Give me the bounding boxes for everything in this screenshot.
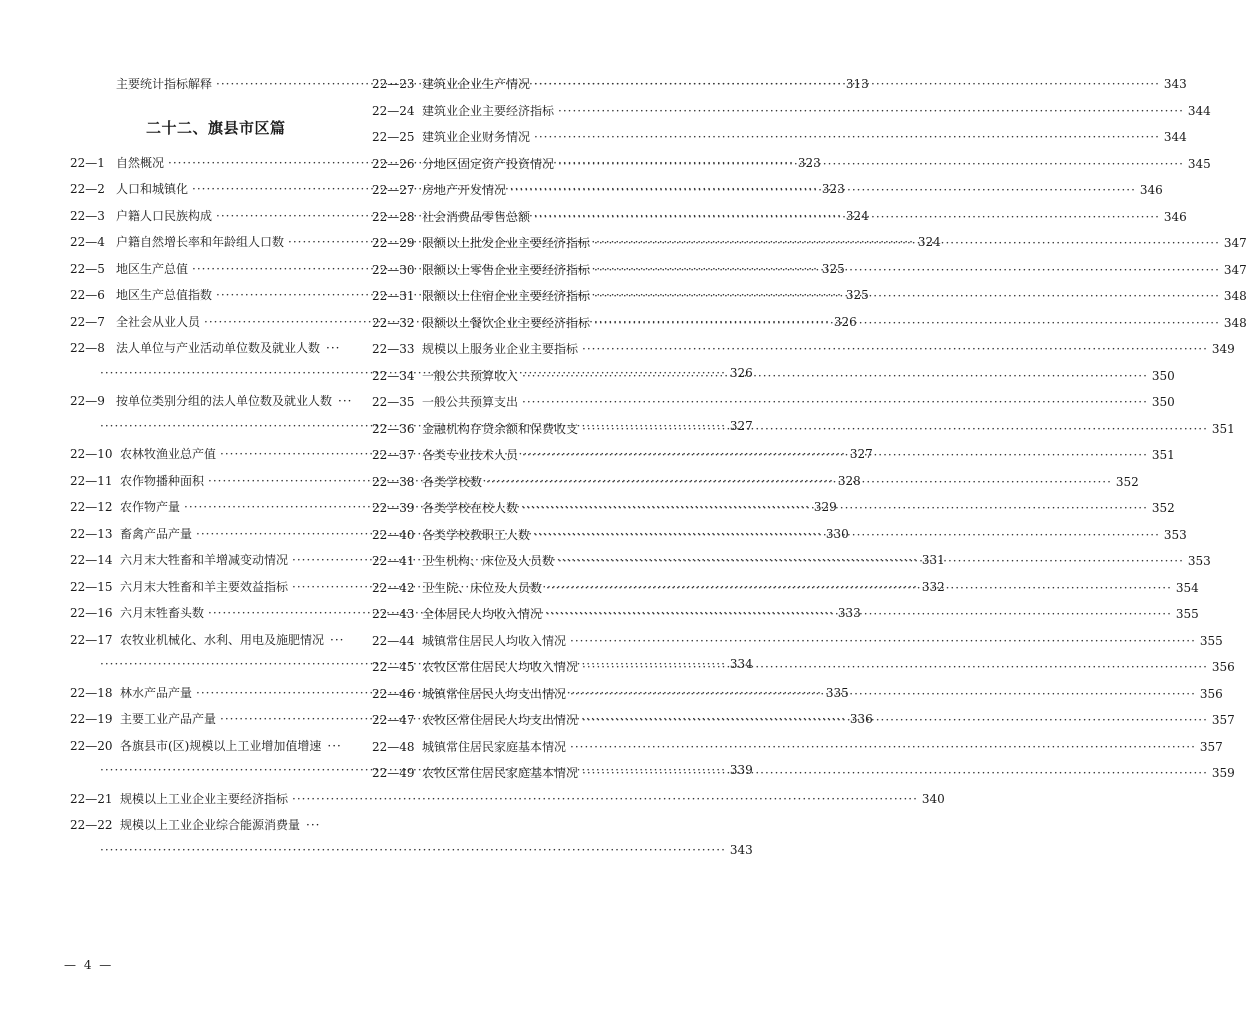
toc-entry-page: 326	[729, 365, 753, 380]
toc-entry-page: 357	[1199, 739, 1223, 754]
toc-entry-number: 22—36	[372, 421, 415, 436]
toc-entry-number: 22—27	[372, 183, 415, 197]
toc-entry-page: 348	[1223, 289, 1247, 303]
toc-entry-number: 22—19	[70, 712, 113, 726]
toc-entry-title: 卫生机构、床位及人员数	[422, 554, 555, 568]
leader-dots	[486, 475, 1112, 489]
toc-entry-number: 22—10	[70, 447, 113, 461]
toc-entry-page: 324	[917, 235, 941, 249]
toc-entry-page: 351	[1151, 448, 1175, 462]
toc-entry-number: 22—17	[70, 632, 113, 647]
toc-entry-title: 规模以上服务业企业主要指标	[422, 342, 579, 356]
toc-entry-title: 农牧区常住居民人均收入情况	[422, 660, 579, 674]
leader-dots	[546, 581, 1172, 595]
toc-entry[interactable]	[70, 392, 352, 419]
toc-entry-title: 各类学校在校人数	[422, 501, 519, 515]
toc-entry-title: 社会消费品零售总额	[422, 209, 531, 224]
leader-dots: ···	[327, 738, 342, 753]
toc-entry-title: 金融机构存贷余额和保费收支	[422, 421, 579, 436]
toc-entry-page: 323	[821, 182, 845, 196]
toc-entry-number: 22—24	[372, 103, 415, 118]
toc-entry-title: 畜禽产品产量	[120, 526, 193, 541]
toc-entry[interactable]	[372, 340, 1235, 367]
toc-entry-page: 336	[849, 712, 873, 726]
toc-entry-page: 346	[1163, 209, 1187, 224]
toc-entry-title: 农牧区常住居民人均支出情况	[422, 713, 579, 727]
leader-dots	[522, 395, 1148, 409]
leader-dots	[522, 369, 1148, 383]
toc-entry-page: 348	[1223, 315, 1247, 330]
toc-entry-page: 343	[729, 842, 753, 857]
toc-entry-title: 法人单位与产业活动单位数及就业人数	[116, 341, 321, 355]
toc-entry-title: 限额以上餐饮企业主要经济指标	[422, 315, 591, 330]
leader-dots	[594, 289, 1220, 303]
toc-entry-page: 329	[813, 500, 837, 514]
leader-dots	[594, 263, 1220, 277]
toc-entry-title: 农林牧渔业总产值	[120, 447, 217, 461]
toc-entry-number: 22—3	[70, 208, 105, 223]
toc-entry[interactable]	[372, 393, 1175, 420]
toc-entry-number: 22—6	[70, 288, 105, 302]
toc-entry-page: 327	[729, 418, 753, 433]
leader-dots	[534, 528, 1160, 542]
toc-entry-page: 356	[1199, 686, 1223, 701]
toc-entry-number: 22—20	[70, 738, 113, 753]
toc-entry-title: 自然概况	[116, 155, 165, 170]
toc-entry-page: 355	[1175, 607, 1199, 621]
toc-entry-title: 户籍人口民族构成	[116, 208, 213, 223]
toc-entry-title: 各类学校数	[422, 474, 483, 489]
toc-entry[interactable]	[372, 102, 1211, 129]
leader-dots	[558, 104, 1184, 118]
page-number: — 4 —	[64, 958, 114, 972]
toc-entry[interactable]	[372, 632, 1223, 659]
leader-dots	[570, 740, 1196, 754]
toc-entry-page: 352	[1115, 474, 1139, 489]
toc-entry-title: 户籍自然增长率和年龄组人口数	[116, 235, 285, 249]
toc-entry-number: 22—8	[70, 341, 105, 355]
toc-entry-number: 22—44	[372, 633, 415, 648]
toc-entry-page: 313	[845, 77, 869, 91]
toc-entry-title: 分地区固定资产投资情况	[422, 156, 555, 171]
toc-entry-page: 350	[1151, 368, 1175, 383]
toc-entry-number: 22—33	[372, 342, 415, 356]
leader-dots	[570, 687, 1196, 701]
toc-entry[interactable]	[372, 738, 1223, 765]
leader-dots	[558, 554, 1184, 568]
leader-dots: ···	[338, 394, 353, 408]
toc-entry-title: 农牧区常住居民家庭基本情况	[422, 766, 579, 780]
toc-entry-title: 一般公共预算收入	[422, 368, 519, 383]
toc-entry-title: 六月末大牲畜和羊主要效益指标	[120, 579, 289, 594]
leader-dots	[546, 607, 1172, 621]
toc-entry-number: 22—15	[70, 579, 113, 594]
toc-entry-page: 325	[845, 288, 869, 302]
toc-entry-page: 349	[1211, 342, 1235, 356]
toc-entry-number: 22—1	[70, 155, 105, 170]
toc-entry-page: 357	[1211, 713, 1235, 727]
toc-entry-title: 城镇常住居民人均收入情况	[422, 633, 567, 648]
toc-entry-number: 22—30	[372, 262, 415, 277]
toc-entry[interactable]	[70, 816, 352, 843]
toc-entry-number: 22—39	[372, 501, 415, 515]
toc-entry-page: 353	[1163, 527, 1187, 542]
section-title: 二十二、旗县市区篇	[146, 118, 286, 137]
toc-entry-page: 328	[837, 473, 861, 488]
toc-entry[interactable]	[70, 790, 945, 817]
toc-entry-page: 356	[1211, 660, 1235, 674]
toc-entry-number: 22—25	[372, 130, 415, 144]
toc-entry-page: 344	[1163, 130, 1187, 144]
toc-entry-number: 22—18	[70, 685, 113, 700]
toc-entry-page: 340	[921, 791, 945, 806]
toc-entry-number: 22—38	[372, 474, 415, 489]
toc-entry-title: 建筑业企业生产情况	[422, 77, 531, 91]
toc-entry-title: 各类专业技术人员	[422, 448, 519, 462]
toc-entry-page: 333	[837, 606, 861, 620]
toc-entry-title: 人口和城镇化	[116, 182, 189, 196]
toc-entry-title: 农作物播种面积	[120, 473, 205, 488]
leader-dots: ···	[326, 341, 341, 355]
toc-entry-number: 22—4	[70, 235, 105, 249]
toc-entry-number: 22—28	[372, 209, 415, 224]
toc-entry-page: 325	[821, 261, 845, 276]
toc-entry-number: 22—49	[372, 766, 415, 780]
toc-entry-continuation[interactable]	[70, 842, 753, 870]
toc-entry-number: 22—45	[372, 660, 415, 674]
toc-entry-page: 331	[921, 553, 945, 567]
toc-entry[interactable]	[70, 339, 352, 366]
toc-entry-title: 各旗县市(区)规模以上工业增加值增速	[120, 738, 322, 753]
toc-entry-page: 346	[1139, 183, 1163, 197]
leader-dots	[594, 236, 1220, 250]
toc-entry-page: 330	[825, 526, 849, 541]
toc-entry-title: 城镇常住居民家庭基本情况	[422, 739, 567, 754]
toc-entry-page: 335	[825, 685, 849, 700]
toc-entry-title: 限额以上零售企业主要经济指标	[422, 262, 591, 277]
toc-entry-number: 22—40	[372, 527, 415, 542]
toc-entry-title: 卫生院、床位及人员数	[422, 580, 543, 595]
toc-entry-number: 22—13	[70, 526, 113, 541]
toc-entry-page: 343	[1163, 77, 1187, 91]
toc-entry-title: 房地产开发情况	[422, 183, 507, 197]
toc-entry-title: 城镇常住居民人均支出情况	[422, 686, 567, 701]
toc-entry-page: 351	[1211, 421, 1235, 436]
leader-dots	[522, 501, 1148, 515]
toc-entry-page: 344	[1187, 103, 1211, 118]
toc-entry-number: 22—5	[70, 261, 105, 276]
toc-entry-page: 350	[1151, 395, 1175, 409]
toc-entry-page: 326	[833, 314, 857, 329]
leader-dots	[582, 766, 1208, 780]
toc-entry-title: 农作物产量	[120, 500, 181, 514]
toc-entry-number: 22—16	[70, 606, 113, 620]
toc-entry-page: 352	[1151, 501, 1175, 515]
toc-entry-number: 22—29	[372, 236, 415, 250]
toc-entry-page: 355	[1199, 633, 1223, 648]
leader-dots	[570, 634, 1196, 648]
toc-entry-page: 327	[849, 447, 873, 461]
toc-entry-number: 22—21	[70, 791, 113, 806]
toc-entry-number: 22—26	[372, 156, 415, 171]
leader-dots	[100, 843, 726, 857]
leader-dots	[534, 77, 1160, 91]
leader-dots	[582, 422, 1208, 436]
toc-entry-title: 全社会从业人员	[116, 314, 201, 329]
toc-entry-number: 22—35	[372, 395, 415, 409]
toc-entry-title: 地区生产总值指数	[116, 288, 213, 302]
toc-entry[interactable]	[70, 631, 352, 658]
toc-entry-title: 全体居民人均收入情况	[422, 607, 543, 621]
toc-entry-title: 主要统计指标解释	[116, 77, 213, 91]
toc-entry-page: 332	[921, 579, 945, 594]
toc-entry-page: 347	[1223, 236, 1247, 250]
toc-entry-title: 按单位类别分组的法人单位数及就业人数	[116, 394, 333, 408]
toc-entry-title: 各类学校教职工人数	[422, 527, 531, 542]
toc-entry-title: 限额以上住宿企业主要经济指标	[422, 289, 591, 303]
leader-dots	[582, 342, 1208, 356]
toc-entry-number: 22—37	[372, 448, 415, 462]
toc-entry-title: 规模以上工业企业综合能源消费量	[120, 818, 301, 832]
toc-entry-page: 347	[1223, 262, 1247, 277]
toc-entry-page: 345	[1187, 156, 1211, 171]
toc-entry-title: 建筑业企业主要经济指标	[422, 103, 555, 118]
toc-entry-number: 22—31	[372, 289, 415, 303]
toc-entry-number: 22—2	[70, 182, 105, 196]
toc-entry-number: 22—42	[372, 580, 415, 595]
toc-entry-title: 林水产品产量	[120, 685, 193, 700]
toc-entry-title: 六月末牲畜头数	[120, 606, 205, 620]
leader-dots	[558, 157, 1184, 171]
leader-dots	[292, 792, 918, 806]
toc-entry-title: 规模以上工业企业主要经济指标	[120, 791, 289, 806]
toc-entry-title: 地区生产总值	[116, 261, 189, 276]
leader-dots	[522, 448, 1148, 462]
toc-entry-number: 22—22	[70, 818, 113, 832]
leader-dots	[582, 660, 1208, 674]
toc-entry-page: 324	[845, 208, 869, 223]
leader-dots: ···	[306, 818, 321, 832]
toc-entry-page: 339	[729, 763, 753, 777]
toc-entry-number: 22—9	[70, 394, 105, 408]
toc-entry-page: 354	[1175, 580, 1199, 595]
toc-entry-number: 22—46	[372, 686, 415, 701]
toc-entry-number: 22—48	[372, 739, 415, 754]
toc-entry-number: 22—12	[70, 500, 113, 514]
toc-entry-title: 限额以上批发企业主要经济指标	[422, 236, 591, 250]
toc-entry-title: 主要工业产品产量	[120, 712, 217, 726]
toc-entry-title: 农牧业机械化、水利、用电及施肥情况	[120, 632, 325, 647]
toc-entry-title: 建筑业企业财务情况	[422, 130, 531, 144]
leader-dots: ···	[330, 632, 345, 647]
leader-dots	[594, 316, 1220, 330]
toc-entry-number: 22—32	[372, 315, 415, 330]
toc-entry-title: 一般公共预算支出	[422, 395, 519, 409]
toc-entry-page: 359	[1211, 766, 1235, 780]
toc-entry-number: 22—43	[372, 607, 415, 621]
toc-entry-number: 22—47	[372, 713, 415, 727]
toc-entry-number: 22—7	[70, 314, 105, 329]
toc-entry[interactable]	[372, 128, 1187, 155]
toc-entry-number: 22—23	[372, 77, 415, 91]
toc-entry-number: 22—41	[372, 554, 415, 568]
leader-dots	[582, 713, 1208, 727]
leader-dots	[534, 130, 1160, 144]
toc-entry-title: 六月末大牲畜和羊增减变动情况	[120, 553, 289, 567]
toc-entry-number: 22—14	[70, 553, 113, 567]
toc-entry[interactable]	[70, 737, 352, 764]
toc-entry-page: 353	[1187, 554, 1211, 568]
toc-entry-number: 22—11	[70, 473, 113, 488]
toc-entry-page: 323	[797, 155, 821, 170]
leader-dots	[534, 210, 1160, 224]
leader-dots	[510, 183, 1136, 197]
toc-entry-page: 334	[729, 657, 753, 671]
toc-entry-number: 22—34	[372, 368, 415, 383]
